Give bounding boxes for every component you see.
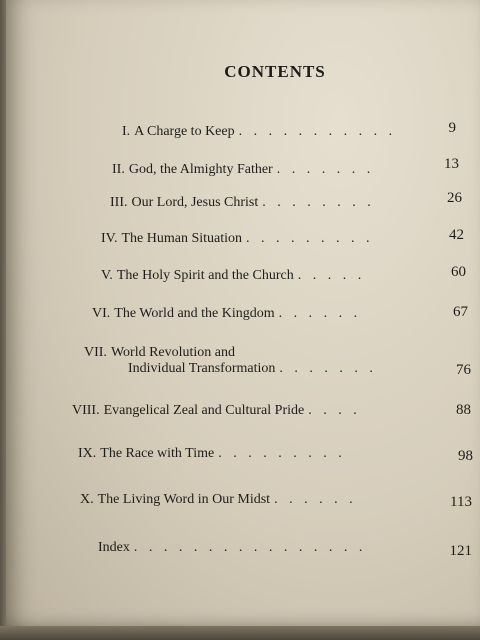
toc-numeral: VIII.	[72, 403, 100, 418]
contents-heading: CONTENTS	[224, 62, 326, 81]
toc-title: The Human Situation	[121, 231, 243, 246]
toc-page-number: 42	[449, 227, 464, 243]
toc-numeral: I.	[122, 124, 131, 139]
toc-leader-dots: . . . .	[308, 403, 361, 418]
toc-numeral: X.	[80, 492, 94, 507]
toc-entry-2	[112, 162, 374, 178]
toc-page-number: 121	[449, 543, 472, 559]
toc-title: A Charge to Keep	[134, 124, 235, 139]
toc-page-number: 9	[448, 120, 456, 136]
toc-title: World Revolution and	[110, 345, 236, 360]
toc-entry-7-continuation	[128, 361, 377, 377]
toc-page-number: 60	[451, 264, 466, 280]
toc-leader-dots: . . . . . .	[278, 306, 362, 321]
toc-title: The Holy Spirit and the Church	[116, 268, 294, 283]
toc-leader-dots: . . . . . . . . . . .	[238, 124, 397, 139]
book-page	[6, 0, 480, 628]
toc-entry-1	[122, 124, 396, 140]
toc-entry-10	[80, 492, 357, 508]
toc-numeral: IX.	[78, 446, 97, 461]
toc-leader-dots: . . . . . . . . . . . . . . . .	[133, 540, 367, 555]
page-bottom-edge	[0, 626, 480, 640]
toc-leader-dots: . . . . .	[297, 268, 366, 283]
toc-entry-7	[84, 345, 235, 361]
toc-entry-3	[110, 195, 375, 211]
toc-entry-9	[78, 446, 346, 462]
toc-entry-index	[98, 540, 366, 556]
toc-leader-dots: . . . . . . . . .	[218, 446, 346, 461]
toc-title-continuation: Individual Transformation	[128, 361, 276, 376]
toc-leader-dots: . . . . . . . . .	[246, 231, 374, 246]
toc-title: The World and the Kingdom	[114, 306, 275, 321]
toc-numeral: VI.	[92, 306, 111, 321]
toc-leader-dots: . . . . . .	[274, 492, 357, 507]
toc-title: God, the Almighty Father	[128, 162, 273, 177]
toc-entry-8	[72, 403, 361, 419]
toc-numeral: III.	[110, 195, 128, 210]
toc-page-number: 67	[453, 304, 468, 320]
toc-entry-6	[92, 306, 361, 322]
toc-numeral: V.	[101, 268, 113, 283]
toc-numeral: II.	[112, 162, 125, 177]
toc-title: Index	[98, 540, 130, 555]
toc-page-number: 26	[447, 190, 462, 206]
toc-page-number: 88	[456, 402, 471, 418]
toc-numeral: VII.	[84, 345, 107, 360]
toc-page-number: 13	[444, 156, 459, 172]
toc-entry-5	[101, 268, 365, 284]
toc-title: Evangelical Zeal and Cultural Pride	[103, 403, 305, 418]
toc-entry-4	[101, 231, 374, 247]
toc-leader-dots: . . . . . . . .	[262, 195, 375, 210]
toc-numeral: IV.	[101, 231, 118, 246]
toc-page-number: 76	[456, 362, 471, 378]
table-of-contents	[6, 0, 480, 628]
toc-page-number: 98	[458, 448, 473, 464]
toc-title: Our Lord, Jesus Christ	[131, 195, 259, 210]
toc-leader-dots: . . . . . . .	[279, 361, 377, 376]
toc-page-number: 113	[450, 494, 472, 510]
toc-title: The Living Word in Our Midst	[97, 492, 271, 507]
toc-leader-dots: . . . . . . .	[276, 162, 375, 177]
toc-title: The Race with Time	[100, 446, 215, 461]
